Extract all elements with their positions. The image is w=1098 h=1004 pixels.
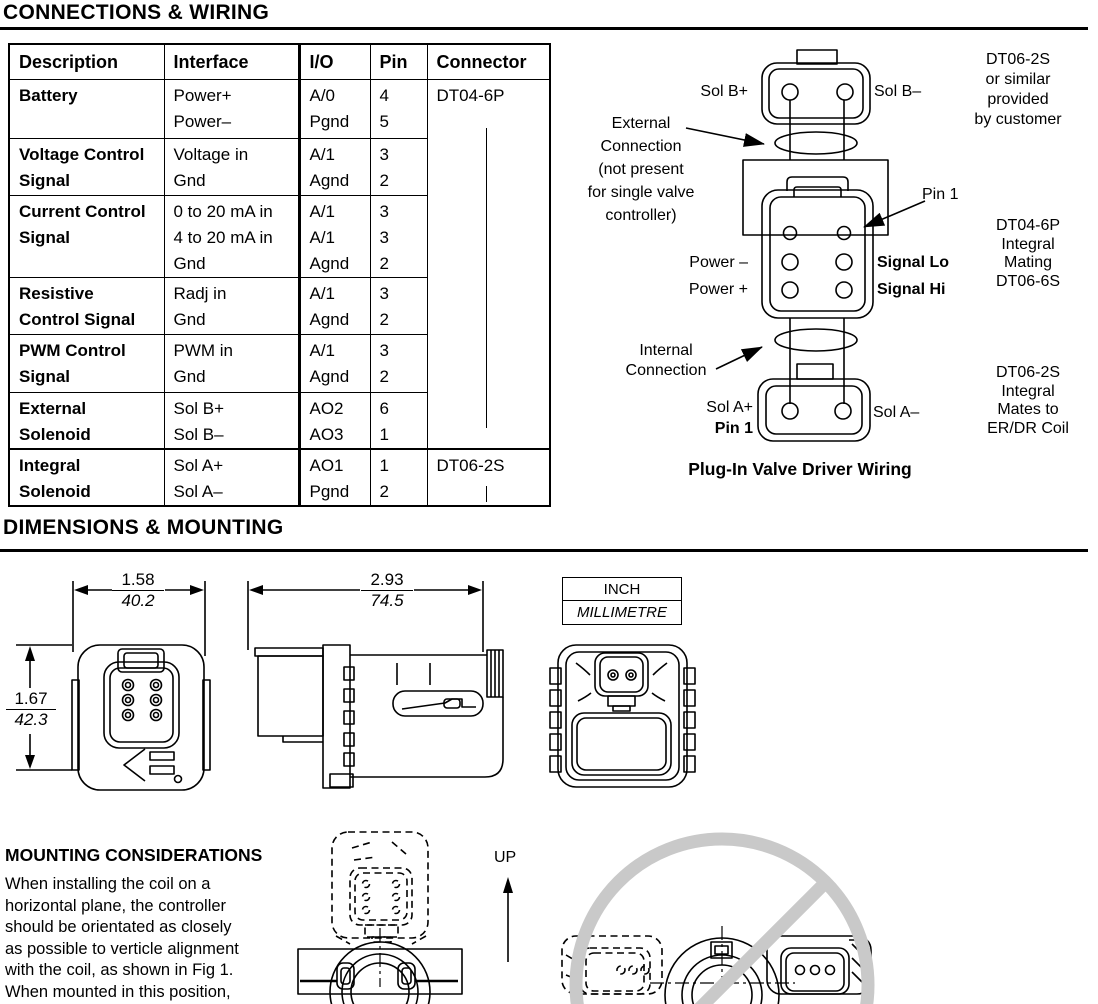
table-header-row [9,44,550,79]
sol-a-minus-label: Sol A– [873,404,920,421]
cell-io: A/1 Agnd [299,138,370,195]
cell-io: A/0 Pgnd [299,79,370,138]
section-connections-title: CONNECTIONS & WIRING [3,1,270,24]
cell-io: A/1 Agnd [299,334,370,392]
cell-interface: Sol B+ Sol B– [164,392,299,449]
dim-length-side: $\frac{2.93}{74.5}$ [361,571,413,610]
cell-io: AO1 Pgnd [299,449,370,506]
power-plus-label: Power + [688,281,748,298]
cell-description: Integral Solenoid [9,449,164,506]
cell-connector-group: DT04-6P [427,79,550,449]
section-dimensions-title: DIMENSIONS & MOUNTING [3,516,284,539]
fig1-mounting-art [298,832,462,1004]
sol-b-minus-label: Sol B– [874,83,922,100]
cell-connector: DT06-2S [427,449,550,506]
units-box [562,577,682,625]
mounting-paragraph: When installing the coil on a horizontal plane, the controller should be orientated as closely as possible to verticle alignment with the coil, as shown in Fig 1. When mounted in this position, [5,875,239,1001]
mounting-title: MOUNTING CONSIDERATIONS [5,845,263,865]
units-millimetre: MILLIMETRE [576,604,667,621]
col-header-pin: Pin [370,44,427,79]
col-header-interface: Interface [164,44,299,79]
signal-lo-label: Signal Lo [877,254,949,271]
cell-description: PWM Control Signal [9,334,164,392]
cell-description: Current Control Signal [9,195,164,277]
connector-span-line [486,486,488,502]
pin1-top-label: Pin 1 [922,186,959,203]
wiring-diagram-art [686,50,925,441]
up-arrow-icon [503,877,513,962]
cell-description: Battery [9,79,164,138]
col-header-connector: Connector [427,44,550,79]
cell-description: External Solenoid [9,392,164,449]
dim-height-front: $\frac{1.67}{42.3}$ [6,690,56,729]
cell-description: Voltage Control Signal [9,138,164,195]
sol-b-plus-label: Sol B+ [700,83,748,100]
side-view-art [255,645,503,788]
section-connections-rule [0,27,1088,30]
sol-a-plus-label: Sol A+ [706,399,753,416]
cell-interface: PWM in Gnd [164,334,299,392]
cell-pin: 6 1 [370,392,427,449]
units-inch: INCH [563,578,681,601]
up-label: UP [494,849,517,866]
cell-interface: Radj in Gnd [164,277,299,334]
cell-interface: Sol A+ Sol A– [164,449,299,506]
prohibition-sign-icon [576,839,868,1004]
cell-io: A/1 Agnd [299,277,370,334]
cell-pin: 1 2 [370,449,427,506]
cell-pin: 3 2 [370,334,427,392]
col-header-description: Description [9,44,164,79]
cell-interface: Power+ Power– [164,79,299,138]
cell-pin: 4 5 [370,79,427,138]
wiring-caption: Plug-In Valve Driver Wiring [688,459,912,479]
signal-hi-label: Signal Hi [877,281,946,298]
back-view-art [550,645,695,787]
bottom-connector-note: DT06-2S Integral Mates to ER/DR Coil [987,364,1069,437]
pinout-table [8,43,551,507]
table-row [9,449,550,506]
mid-connector-note: DT04-6P Integral Mating DT06-6S [995,217,1061,290]
brand-logo-icon [124,749,182,783]
cell-io: AO2 AO3 [299,392,370,449]
cell-interface: 0 to 20 mA in 4 to 20 mA in Gnd [164,195,299,277]
internal-connection-note: Internal Connection [625,342,707,379]
power-minus-label: Power – [689,254,748,271]
cell-pin: 3 3 2 [370,195,427,277]
front-view-art [72,645,210,790]
connector-span-line [486,128,488,428]
table-row [9,79,550,138]
cell-io: A/1 A/1 Agnd [299,195,370,277]
dim-width-front: $\frac{1.58}{40.2}$ [112,571,164,610]
cell-interface: Voltage in Gnd [164,138,299,195]
external-connection-note: External Connection (not present for single valve controller) [587,115,695,224]
col-header-io: I/O [299,44,370,79]
cell-pin: 3 2 [370,277,427,334]
cell-pin: 3 2 [370,138,427,195]
section-dimensions-rule [0,549,1088,552]
cell-description: Resistive Control Signal [9,277,164,334]
top-connector-note: DT06-2S or similar provided by customer [974,51,1062,128]
pin1-bottom-label: Pin 1 [714,420,753,437]
